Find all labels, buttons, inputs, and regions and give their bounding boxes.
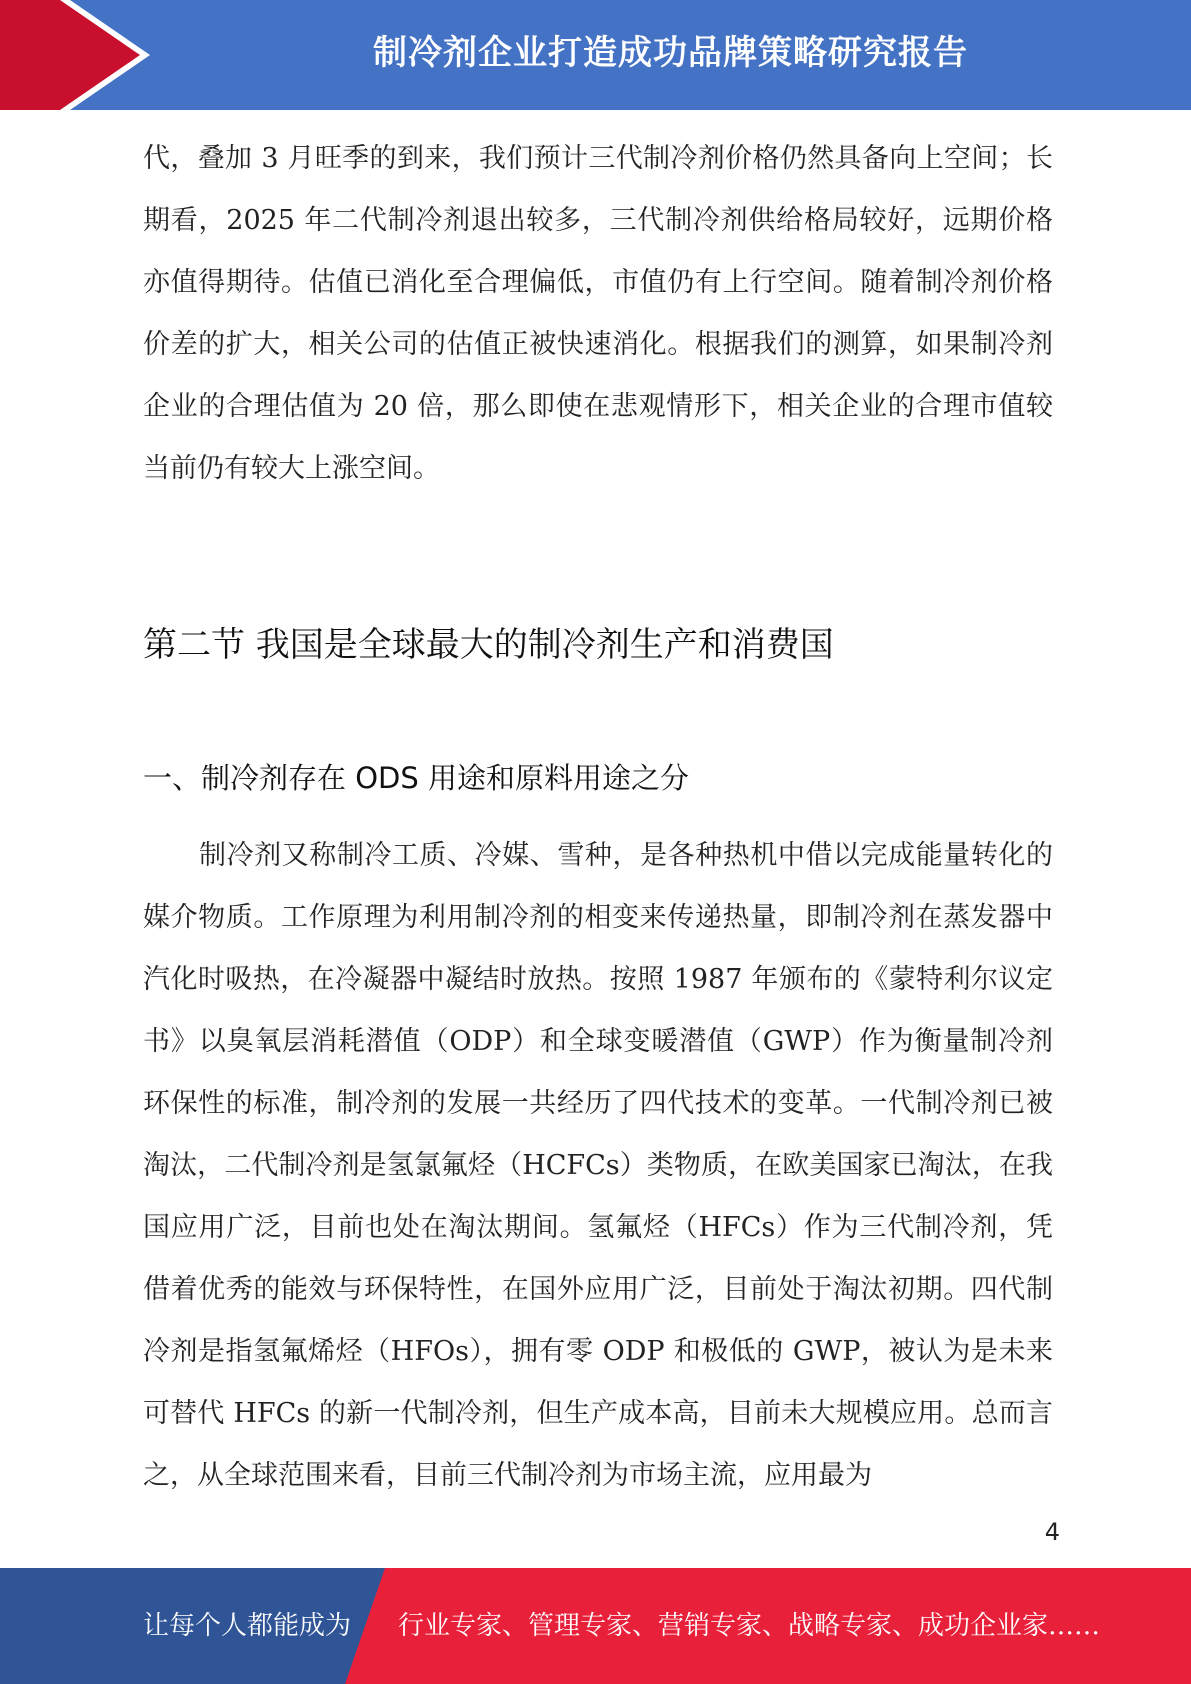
main-section — [143, 825, 1053, 1507]
report-title: 制冷剂企业打造成功品牌策略研究报告 — [373, 33, 968, 73]
intro-section — [143, 128, 1053, 500]
page-header — [0, 0, 1191, 110]
intro-paragraph: 代，叠加 3 月旺季的到来，我们预计三代制冷剂价格仍然具备向上空间；长期看，2025 年二代制冷剂退出较多，三代制冷剂供给格局较好，远期价格亦值得期待。估值已消化至合理偏低，市值仍有上行空间。随着制冷剂价格价差的扩大，相关公司的估值正被快速消化。根据我们的测算，如果制冷剂企业的合理估值为 20 倍，那么即使在悲观情形下，相关企业的合理市值较当前仍有较大上涨空间。 — [143, 143, 1053, 484]
footer-slogan-left: 让每个人都能成为 — [143, 1611, 352, 1641]
footer-slogan-right: 行业专家、管理专家、营销专家、战略专家、成功企业家…… — [398, 1611, 1101, 1641]
sub-heading: 一、制冷剂存在 ODS 用途和原料用途之分 — [143, 761, 690, 795]
page-footer — [0, 1568, 1191, 1684]
section-heading: 第二节 我国是全球最大的制冷剂生产和消费国 — [143, 625, 834, 665]
page-number: 4 — [1044, 1518, 1060, 1546]
main-paragraph: 制冷剂又称制冷工质、冷媒、雪种，是各种热机中借以完成能量转化的媒介物质。工作原理为利用制冷剂的相变来传递热量，即制冷剂在蒸发器中汽化时吸热，在冷凝器中凝结时放热。按照 1987 年颁布的《蒙特利尔议定书》以臭氧层消耗潜值（ODP）和全球变暖潜值（GWP）作为衡量制冷剂环保性的标准，制冷剂的发展一共经历了四代技术的变革。一代制冷剂已被淘汰，二代制冷剂是氢氯氟烃（HCFCs）类物质，在欧美国家已淘汰，在我国应用广泛，目前也处在淘汰期间。氢氟烃（HFCs）作为三代制冷剂，凭借着优秀的能效与环保特性，在国外应用广泛，目前处于淘汰初期。四代制冷剂是指氢氟烯烃（HFOs），拥有零 ODP 和极低的 GWP，被认为是未来可替代 HFCs 的新一代制冷剂，但生产成本高，目前未大规模应用。总而言之，从全球范围来看，目前三代制冷剂为市场主流，应用最为 — [143, 840, 1053, 1491]
